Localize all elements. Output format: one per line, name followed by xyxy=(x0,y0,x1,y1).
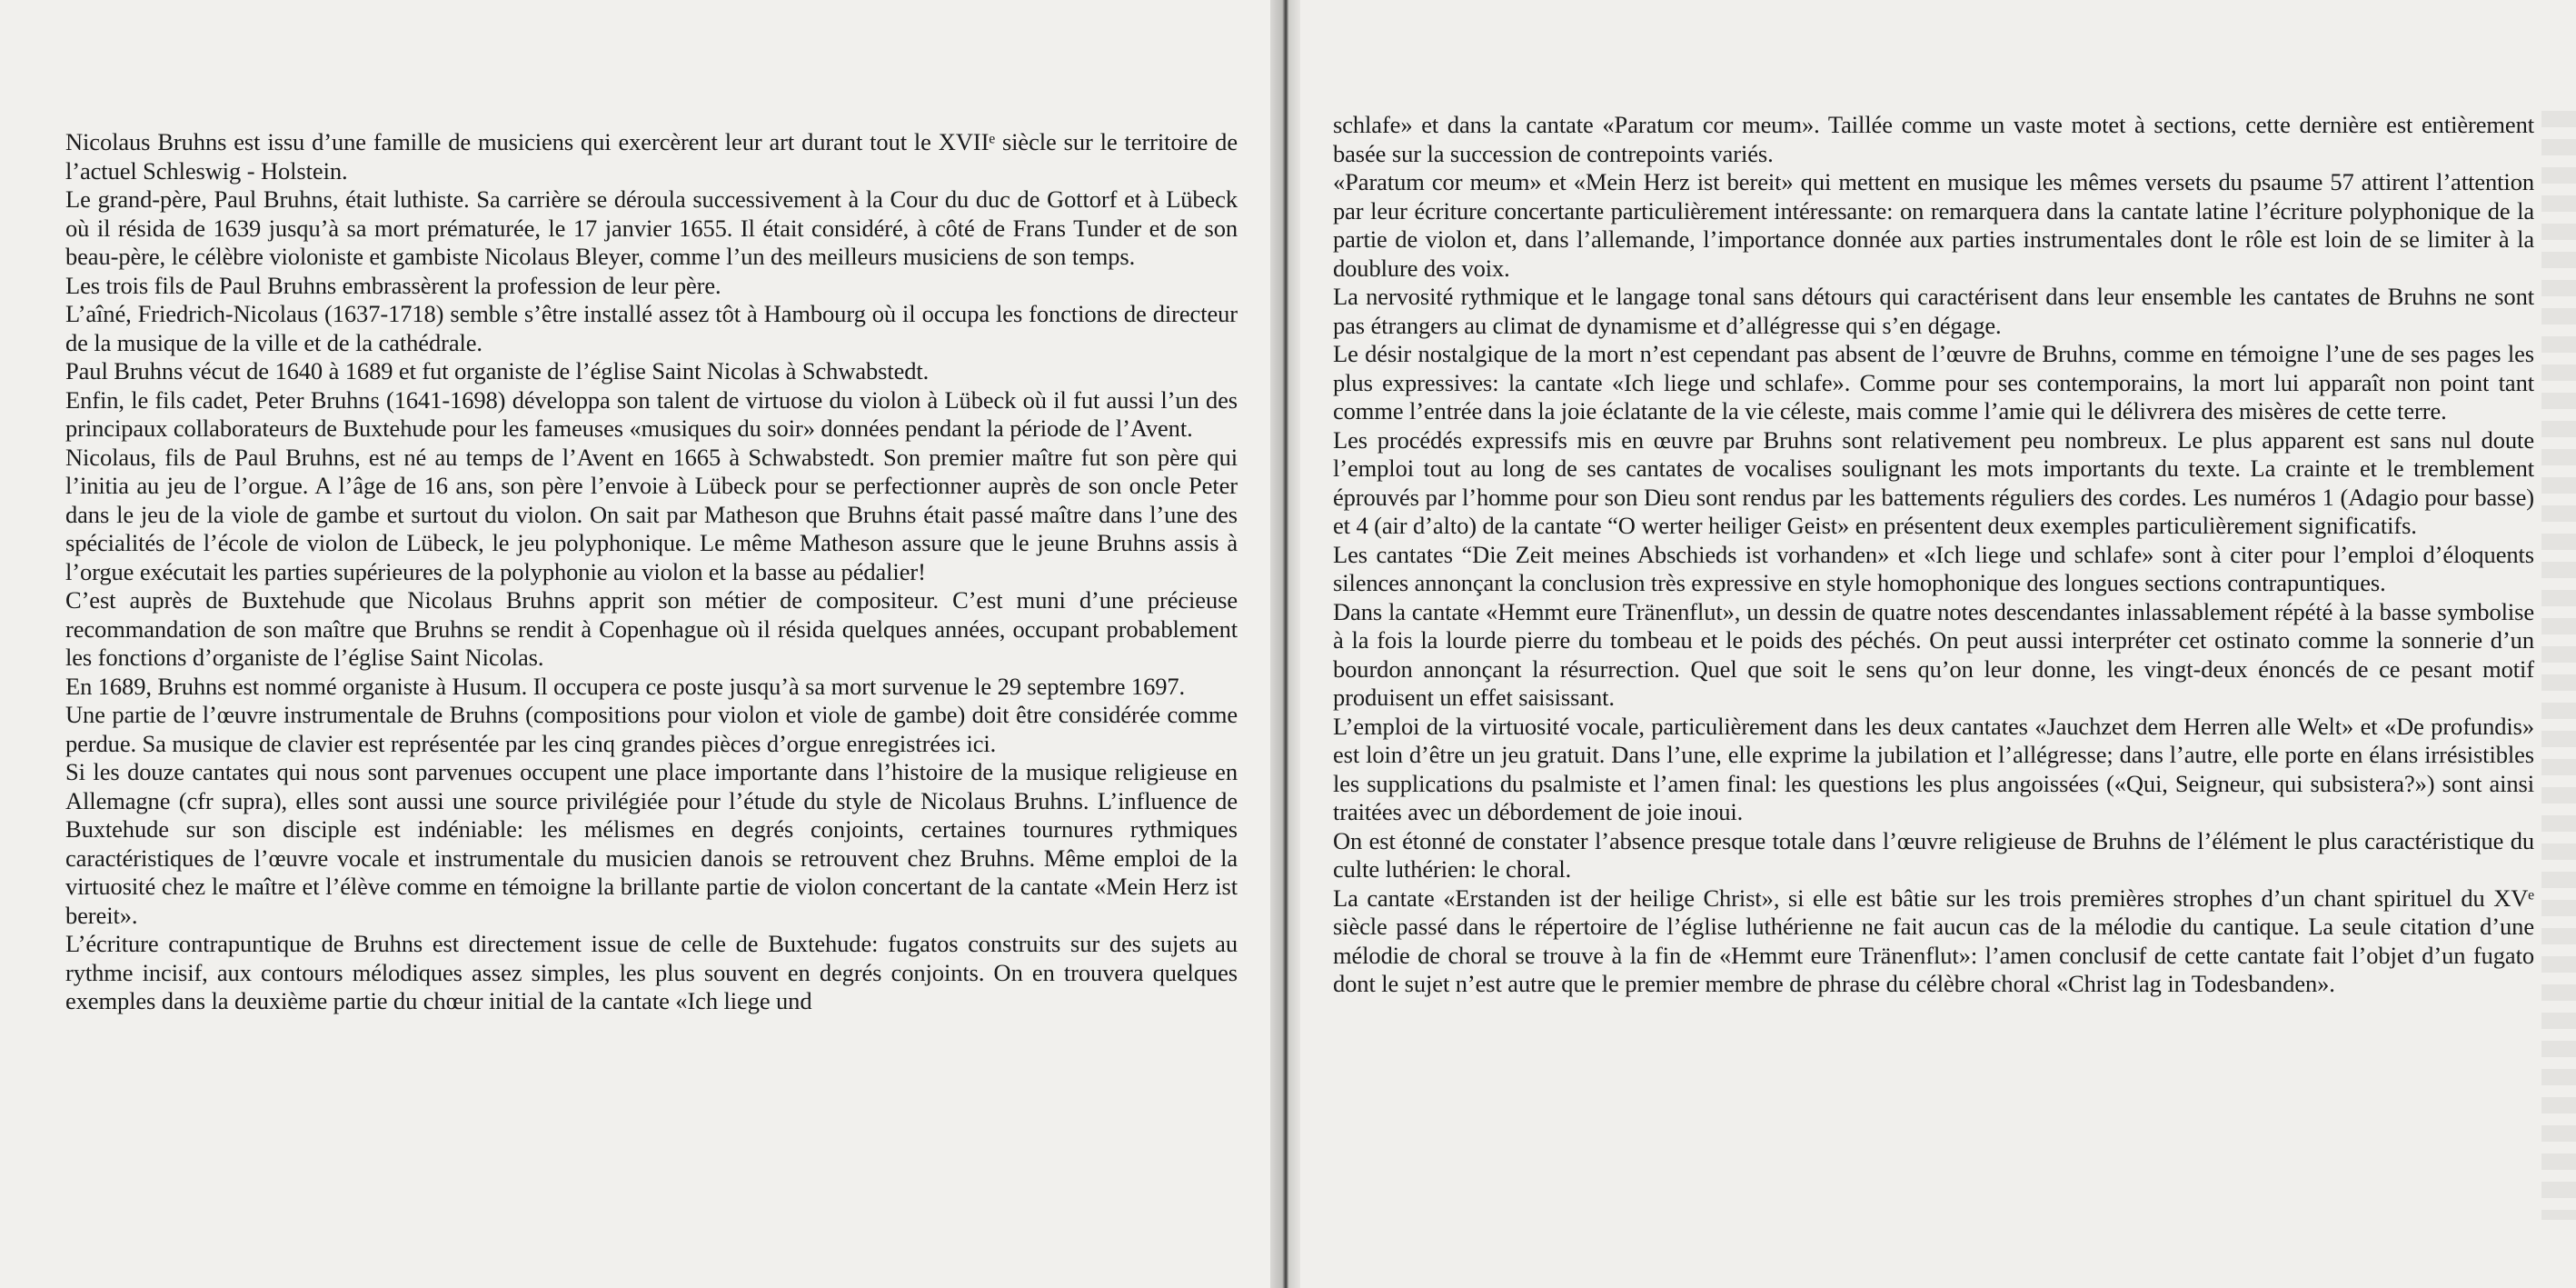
paragraph: Le grand-père, Paul Bruhns, était luthiste. Sa carrière se déroula successivement à la Cour du duc de Gottorf et à Lübeck où il résida de 1639 jusqu’à sa mort prématurée, le 17 janvier 1655. Il était considéré, à côté de Frans Tunder et de son beau-père, le célèbre violoniste et gambiste Nicolaus Bleyer, comme l’un des meilleurs musiciens de son temps. xyxy=(65,185,1238,270)
left-page-text xyxy=(65,128,1238,1016)
paragraph: La nervosité rythmique et le langage tonal sans détours qui caractérisent dans leur ensemble les cantates de Bruhns ne sont pas étrangers au climat de dynamisme et d’allégresse qui s’en dégage. xyxy=(1333,283,2534,339)
paragraph: Nicolaus Bruhns est issu d’une famille de musiciens qui exercèrent leur art durant tout le XVIIᵉ siècle sur le territoire de l’actuel Schleswig - Holstein. xyxy=(65,128,1238,185)
right-page xyxy=(1300,0,2576,1288)
paragraph: Les cantates “Die Zeit meines Abschieds ist vorhanden» et «Ich liege und schlafe» sont à citer pour l’emploi d’éloquents silences annonçant la conclusion très expressive en style homophonique des longues sections contrapuntiques. xyxy=(1333,540,2534,596)
paragraph: L’aîné, Friedrich-Nicolaus (1637-1718) semble s’être installé assez tôt à Hambourg où il occupa les fonctions de directeur de la musique de la ville et de la cathédrale. xyxy=(65,300,1238,356)
paragraph: L’emploi de la virtuosité vocale, particulièrement dans les deux cantates «Jauchzet dem Herren alle Welt» et «De profundis» est loin d’être un jeu gratuit. Dans l’une, elle exprime la jubilation et l’allégresse; dans l’autre, elle porte en élans irrésistibles les supplications du psalmiste et l’amen final: les questions les plus angoissées («Qui, Seigneur, qui subsistera?») sont ainsi traitées avec un débordement de joie inoui. xyxy=(1333,712,2534,825)
paragraph: On est étonné de constater l’absence presque totale dans l’œuvre religieuse de Bruhns de l’élément le plus caractéristique du culte luthérien: le choral. xyxy=(1333,826,2534,883)
book-gutter xyxy=(1270,0,1300,1288)
paragraph: Dans la cantate «Hemmt eure Tränenflut», un dessin de quatre notes descendantes inlassablement répété à la basse symbolise à la fois la lourde pierre du tombeau et le poids des péchés. On peut aussi interpréter cet ostinato comme la sonnerie d’un bourdon annonçant la résurrection. Quel que soit le sens qu’on leur donne, les vingt-deux énoncés de ce pesant motif produisent un effet saisissant. xyxy=(1333,597,2534,711)
paragraph: schlafe» et dans la cantate «Paratum cor meum». Taillée comme un vaste motet à sections, cette dernière est entièrement basée sur la succession de contrepoints variés. xyxy=(1333,111,2534,167)
paragraph: Le désir nostalgique de la mort n’est cependant pas absent de l’œuvre de Bruhns, comme en témoigne l’une de ses pages les plus expressives: la cantate «Ich liege und schlafe». Comme pour ses contemporains, la mort lui apparaît non point tant comme l’entrée dans la joie éclatante de la vie céleste, mais comme l’amie qui le délivrera des misères de cette terre. xyxy=(1333,340,2534,424)
left-page xyxy=(0,0,1270,1288)
paragraph: C’est auprès de Buxtehude que Nicolaus Bruhns apprit son métier de compositeur. C’est muni d’une précieuse recommandation de son maître que Bruhns se rendit à Copenhague où il résida quelques années, occupant probablement les fonctions d’organiste de l’église Saint Nicolas. xyxy=(65,586,1238,671)
paragraph: Enfin, le fils cadet, Peter Bruhns (1641-1698) développa son talent de virtuose du violon à Lübeck où il fut aussi l’un des principaux collaborateurs de Buxtehude pour les fameuses «musiques du soir» données pendant la période de l’Avent. xyxy=(65,385,1238,442)
paragraph: Si les douze cantates qui nous sont parvenues occupent une place importante dans l’histoire de la musique religieuse en Allemagne (cfr supra), elles sont aussi une source privilégiée pour l’étude du style de Nicolaus Bruhns. L’influence de Buxtehude sur son disciple est indéniable: les mélismes en degrés conjoints, certaines tournures rythmiques caractéristiques de l’œuvre vocale et instrumentale du musicien danois se retrouvent chez Bruhns. Même emploi de la virtuosité chez le maître et l’élève comme en témoigne la brillante partie de violon concertant de la cantate «Mein Herz ist bereit». xyxy=(65,758,1238,929)
show-through-text xyxy=(2541,111,2576,1220)
paragraph: Une partie de l’œuvre instrumentale de Bruhns (compositions pour violon et viole de gambe) doit être considérée comme perdue. Sa musique de clavier est représentée par les cinq grandes pièces d’orgue enregistrées ici. xyxy=(65,701,1238,757)
right-page-text xyxy=(1333,111,2534,999)
paragraph: Nicolaus, fils de Paul Bruhns, est né au temps de l’Avent en 1665 à Schwabstedt. Son premier maître fut son père qui l’initia au jeu de l’orgue. A l’âge de 16 ans, son père l’envoie à Lübeck pour se perfectionner auprès de son oncle Peter dans le jeu de la viole de gambe et surtout du violon. On sait par Matheson que Bruhns était passé maître dans l’une des spécialités de l’école de violon de Lübeck, le jeu polyphonique. Le même Matheson assure que le jeune Bruhns assis à l’orgue exécutait les parties supérieures de la polyphonie au violon et la basse au pédalier! xyxy=(65,443,1238,585)
paragraph: En 1689, Bruhns est nommé organiste à Husum. Il occupera ce poste jusqu’à sa mort survenue le 29 septembre 1697. xyxy=(65,672,1186,700)
paragraph: La cantate «Erstanden ist der heilige Christ», si elle est bâtie sur les trois premières strophes d’un chant spirituel du XVᵉ siècle passé dans le répertoire de l’église luthérienne ne fait aucun cas de la mélodie du cantique. La seule citation d’une mélodie de choral se trouve à la fin de «Hemmt eure Tränenflut»: l’amen conclusif de cette cantate fait l’objet d’un fugato dont le sujet n’est autre que le premier membre de phrase du célèbre choral «Christ lag in Todesbanden». xyxy=(1333,884,2534,997)
paragraph: Les trois fils de Paul Bruhns embrassèrent la profession de leur père. xyxy=(65,271,721,299)
paragraph: Paul Bruhns vécut de 1640 à 1689 et fut organiste de l’église Saint Nicolas à Schwabstedt. xyxy=(65,357,930,384)
paragraph: L’écriture contrapuntique de Bruhns est directement issue de celle de Buxtehude: fugatos construits sur des sujets au rythme incisif, aux contours mélodiques assez simples, les plus souvent en degrés conjoints. On en trouvera quelques exemples dans la deuxième partie du chœur initial de la cantate «Ich liege und xyxy=(65,930,1238,1014)
paragraph: «Paratum cor meum» et «Mein Herz ist bereit» qui mettent en musique les mêmes versets du psaume 57 attirent l’attention par leur écriture concertante particulièrement intéressante: on remarquera dans la cantate latine l’écriture polyphonique de la partie de violon et, dans l’allemande, l’importance donnée aux parties instrumentales dont le rôle est loin de se limiter à la doublure des voix. xyxy=(1333,168,2534,282)
paragraph: Les procédés expressifs mis en œuvre par Bruhns sont relativement peu nombreux. Le plus apparent est sans nul doute l’emploi tout au long de ses cantates de vocalises soulignant les mots importants du texte. La crainte et le tremblement éprouvés par l’homme pour son Dieu sont rendus par les battements réguliers des cordes. Les numéros 1 (Adagio pour basse) et 4 (air d’alto) de la cantate “O werter heiliger Geist» en présentent deux exemples particulièrement significatifs. xyxy=(1333,425,2534,539)
